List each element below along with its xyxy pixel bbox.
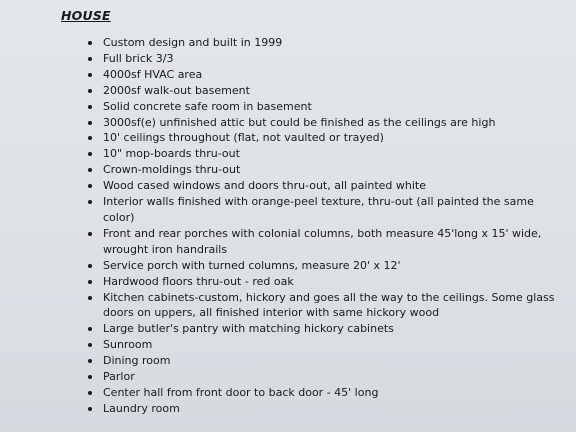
- list-item: [84, 194, 564, 226]
- bullet-icon: [88, 296, 92, 300]
- list-item: [84, 274, 564, 290]
- list-item: [84, 337, 564, 353]
- list-item-text: 3000sf(e) unfinished attic but could be finished as the ceilings are high: [103, 115, 496, 129]
- list-item: [84, 162, 564, 178]
- bullet-icon: [88, 41, 92, 45]
- list-item-text: Front and rear porches with colonial columns, both measure 45'long x 15' wide, wrought iron handrails: [103, 226, 542, 256]
- list-item-text: Large butler's pantry with matching hickory cabinets: [103, 322, 394, 336]
- list-item: [84, 130, 564, 146]
- bullet-icon: [88, 391, 92, 395]
- list-item-text: Full brick 3/3: [103, 51, 174, 65]
- list-item: [84, 99, 564, 115]
- bullet-icon: [88, 375, 92, 379]
- list-item-text: Center hall from front door to back door - 45' long: [103, 385, 379, 399]
- list-item-text: Sunroom: [103, 338, 153, 352]
- bullet-icon: [88, 89, 92, 93]
- list-item-text: Wood cased windows and doors thru-out, all painted white: [103, 179, 427, 193]
- list-item: [84, 83, 564, 99]
- bullet-icon: [88, 343, 92, 347]
- list-item: [84, 290, 564, 322]
- bullet-icon: [88, 232, 92, 236]
- bullet-icon: [88, 121, 92, 125]
- list-item-text: Interior walls finished with orange-peel texture, thru-out (all painted the same color): [103, 195, 534, 224]
- list-item: [84, 369, 564, 385]
- list-item-text: Custom design and built in 1999: [103, 36, 283, 49]
- list-item-text: Kitchen cabinets-custom, hickory and goes all the way to the ceilings. Some glass doors on uppers, all finished interior with same hickory wood: [103, 290, 555, 320]
- list-item: [84, 51, 564, 67]
- document-heading: HOUSE: [61, 8, 111, 23]
- list-item-text: Parlor: [103, 370, 135, 384]
- list-item-text: Crown-moldings thru-out: [103, 163, 241, 177]
- list-item-text: Dining room: [103, 354, 171, 368]
- feature-list: [84, 35, 564, 417]
- list-item-text: Hardwood floors thru-out - red oak: [103, 274, 294, 288]
- list-item: [84, 385, 564, 401]
- list-item-text: 4000sf HVAC area: [103, 67, 203, 81]
- list-item: [84, 67, 564, 83]
- list-item: [84, 353, 564, 369]
- bullet-icon: [88, 152, 92, 156]
- bullet-icon: [88, 407, 92, 411]
- list-item: [84, 35, 564, 51]
- bullet-icon: [88, 280, 92, 284]
- list-item-text: Service porch with turned columns, measure 20' x 12': [103, 258, 401, 272]
- bullet-icon: [88, 327, 92, 331]
- bullet-icon: [88, 200, 92, 204]
- list-item: [84, 258, 564, 274]
- bullet-icon: [88, 168, 92, 172]
- list-item: [84, 115, 564, 131]
- bullet-icon: [88, 359, 92, 363]
- list-item: [84, 146, 564, 162]
- list-item-text: Laundry room: [103, 401, 180, 415]
- bullet-icon: [88, 73, 92, 77]
- bullet-icon: [88, 105, 92, 109]
- list-item: [84, 226, 564, 258]
- list-item-text: 10' ceilings throughout (flat, not vaulted or trayed): [103, 131, 384, 145]
- bullet-icon: [88, 57, 92, 61]
- list-item: [84, 401, 564, 417]
- list-item: [84, 178, 564, 194]
- bullet-icon: [88, 184, 92, 188]
- bullet-icon: [88, 264, 92, 268]
- bullet-icon: [88, 136, 92, 140]
- list-item-text: 10" mop-boards thru-out: [103, 147, 240, 161]
- list-item-text: 2000sf walk-out basement: [103, 83, 250, 97]
- list-item: [84, 321, 564, 337]
- list-item-text: Solid concrete safe room in basement: [103, 99, 312, 113]
